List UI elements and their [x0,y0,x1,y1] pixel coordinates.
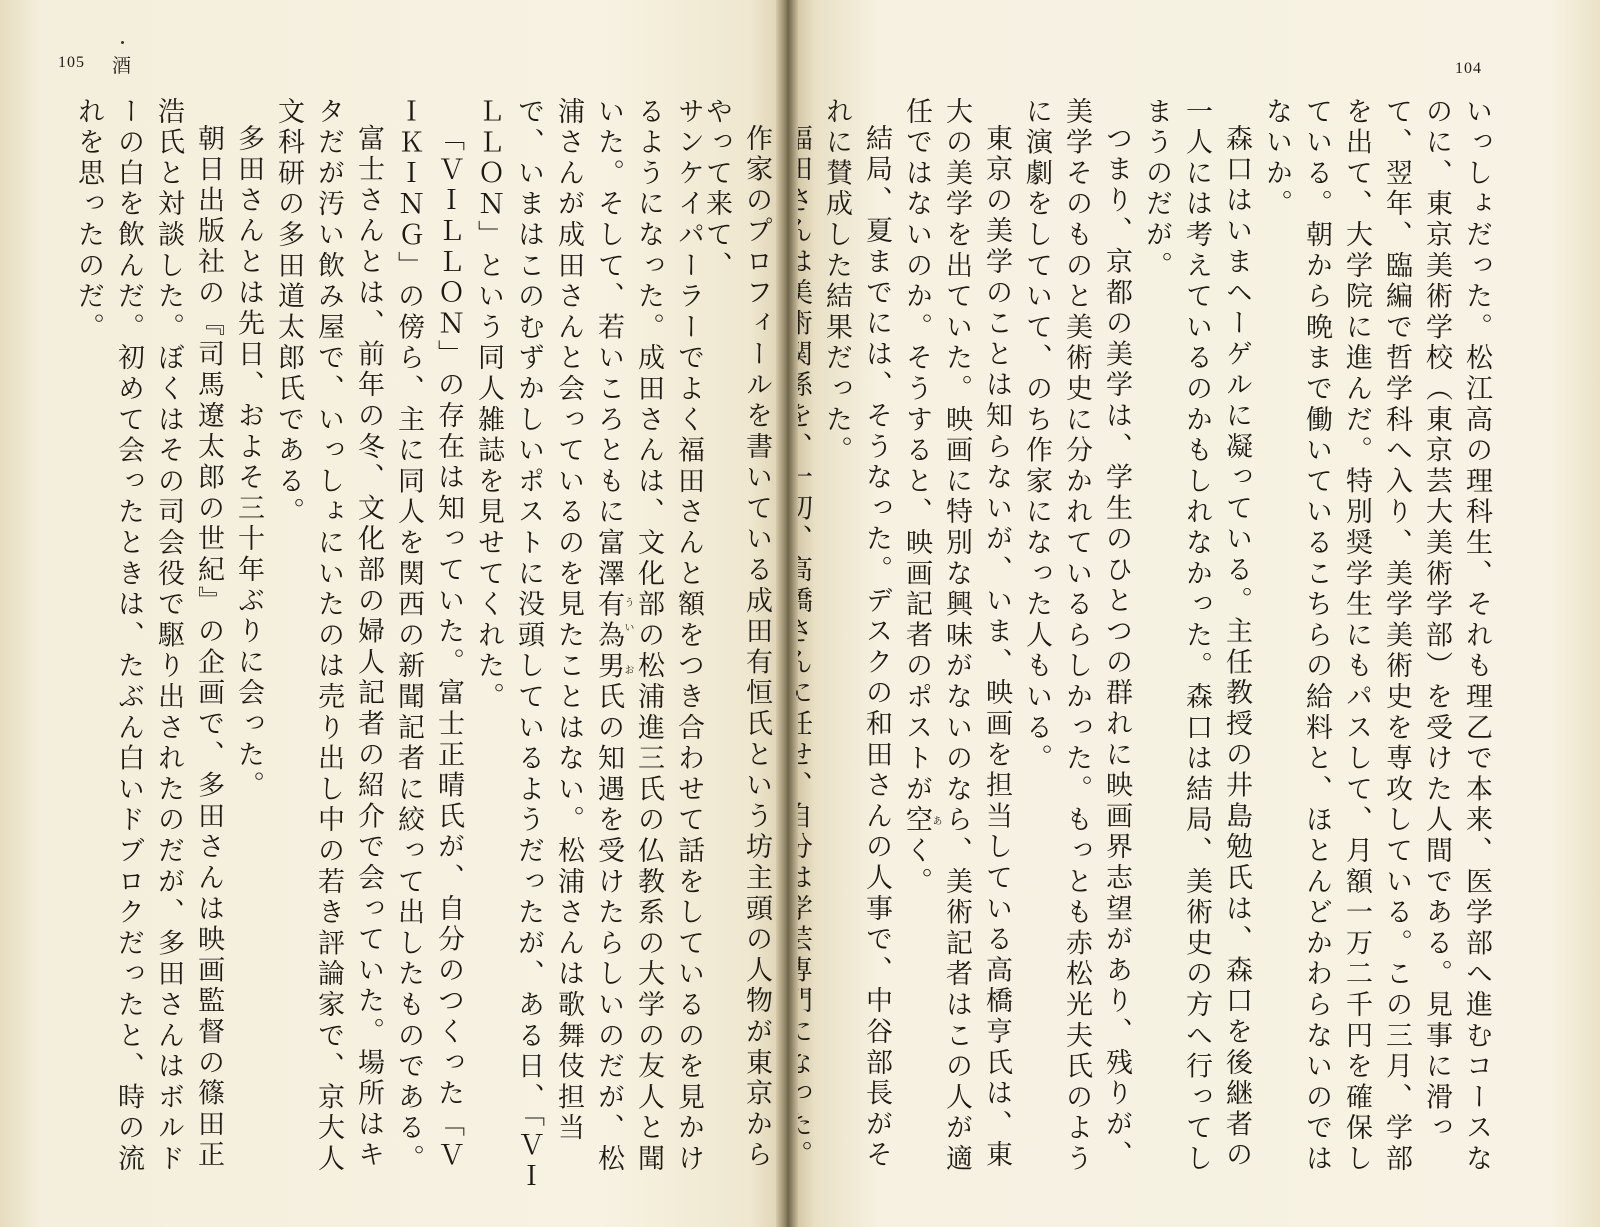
paragraph: サンケイパーラーでよく福田さんと額をつき合わせて話をしているのを見かけるようになった。成田さんは、文化部の松浦進三氏の仏教系の大学の友人と聞いた。そして、若いころともに富澤有為男うい お氏の知遇を受けたらしいのだが、松浦さんが成田さんと会っているのを見たことはない。松浦さんは歌舞伎担当で、いまはこのむずかしいポストに没頭しているようだったが、ある日、「ＶＩＬＬＯＮ」という同人雑誌を見せてくれた。 [473,97,704,1193]
paragraph: つまり、京都の美学は、学生のひとつの群れに映画界志望があり、残りが、美学そのものと美術史に分かれているらしかった。もっとも赤松光夫氏のように演劇をしていて、のち作家になった人もいる。 [1021,97,1132,1175]
paragraph: 「ＶＩＬＬＯＮ」の存在は知っていた。富士正晴氏が、自分のつくった「ＶＩＫＩＮＧ」の傍ら、主に同人を関西の新聞記者に絞って出したものである。 [393,97,464,1175]
book-gutter [776,0,798,1227]
page-number-left: 105 [58,54,85,71]
body-text-right [701,97,1496,1197]
print-speck [796,690,798,696]
paragraph: 作家のプロフィールを書いている成田有恒氏という坊主頭の人物が東京からやって来て、 [701,97,772,1172]
body-text-left [73,97,708,1197]
running-head: 酒 [112,55,132,77]
furigana: 有為男うい お [593,589,633,683]
paragraph: 結局、夏までには、そうなった。デスクの和田さんの人事で、中谷部長がそれに賛成した結果だった。 [821,97,892,1172]
paragraph: 多田さんとは先日、およそ三十年ぶりに会った。 [233,124,264,802]
page-number-right: 104 [1455,60,1482,77]
paragraph: 朝日出版社の『司馬遼太郎の世紀』の企画で、多田さんは映画監督の篠田正浩氏と対談した。ぼくはその司会役で駆り出されたのだが、多田さんはボルドーの白を飲んだ。初めて会ったときは、たぶん白いドブロクだったと、時の流れを思ったのだ。 [73,97,224,1175]
paragraph: 森口はいまヘーゲルに凝っている。主任教授の井島勉氏は、森口を後継者の一人には考えているのかもしれなかった。森口は結局、美術史の方へ行ってしまうのだが。 [1141,97,1252,1175]
left-page [0,0,784,1227]
paragraph: 東京の美学のことは知らないが、いま、映画を担当している高橋亨氏は、東大の美学を出ていた。映画に特別な興味がないのなら、美術記者はこの人が適任ではないのか。そうすると、映画記者のポストが空あく。 [901,97,1012,1175]
print-speck [121,41,124,44]
paragraph: いっしょだった。松江高の理科生、それも理乙で本来、医学部へ進むコースなのに、東京美術学校（東京芸大美術学部）を受けた人間である。見事に滑って、翌年、臨編で哲学科へ入り、美学美術史を専攻している。この三月、学部を出て、大学院に進んだ。特別奨学生にもパスして、月額一万二千円を確保している。朝から晩まで働いているこちらの給料と、ほとんどかわらないのではないか。 [1261,97,1492,1175]
paragraph: 富士さんとは、前年の冬、文化部の婦人記者の紹介で会っていた。場所はキタだが汚い飲み屋で、いっしょにいたのは売り出し中の若き評論家で、京大人文科研の多田道太郎氏である。 [273,97,384,1175]
furigana: 空あ [901,805,941,837]
